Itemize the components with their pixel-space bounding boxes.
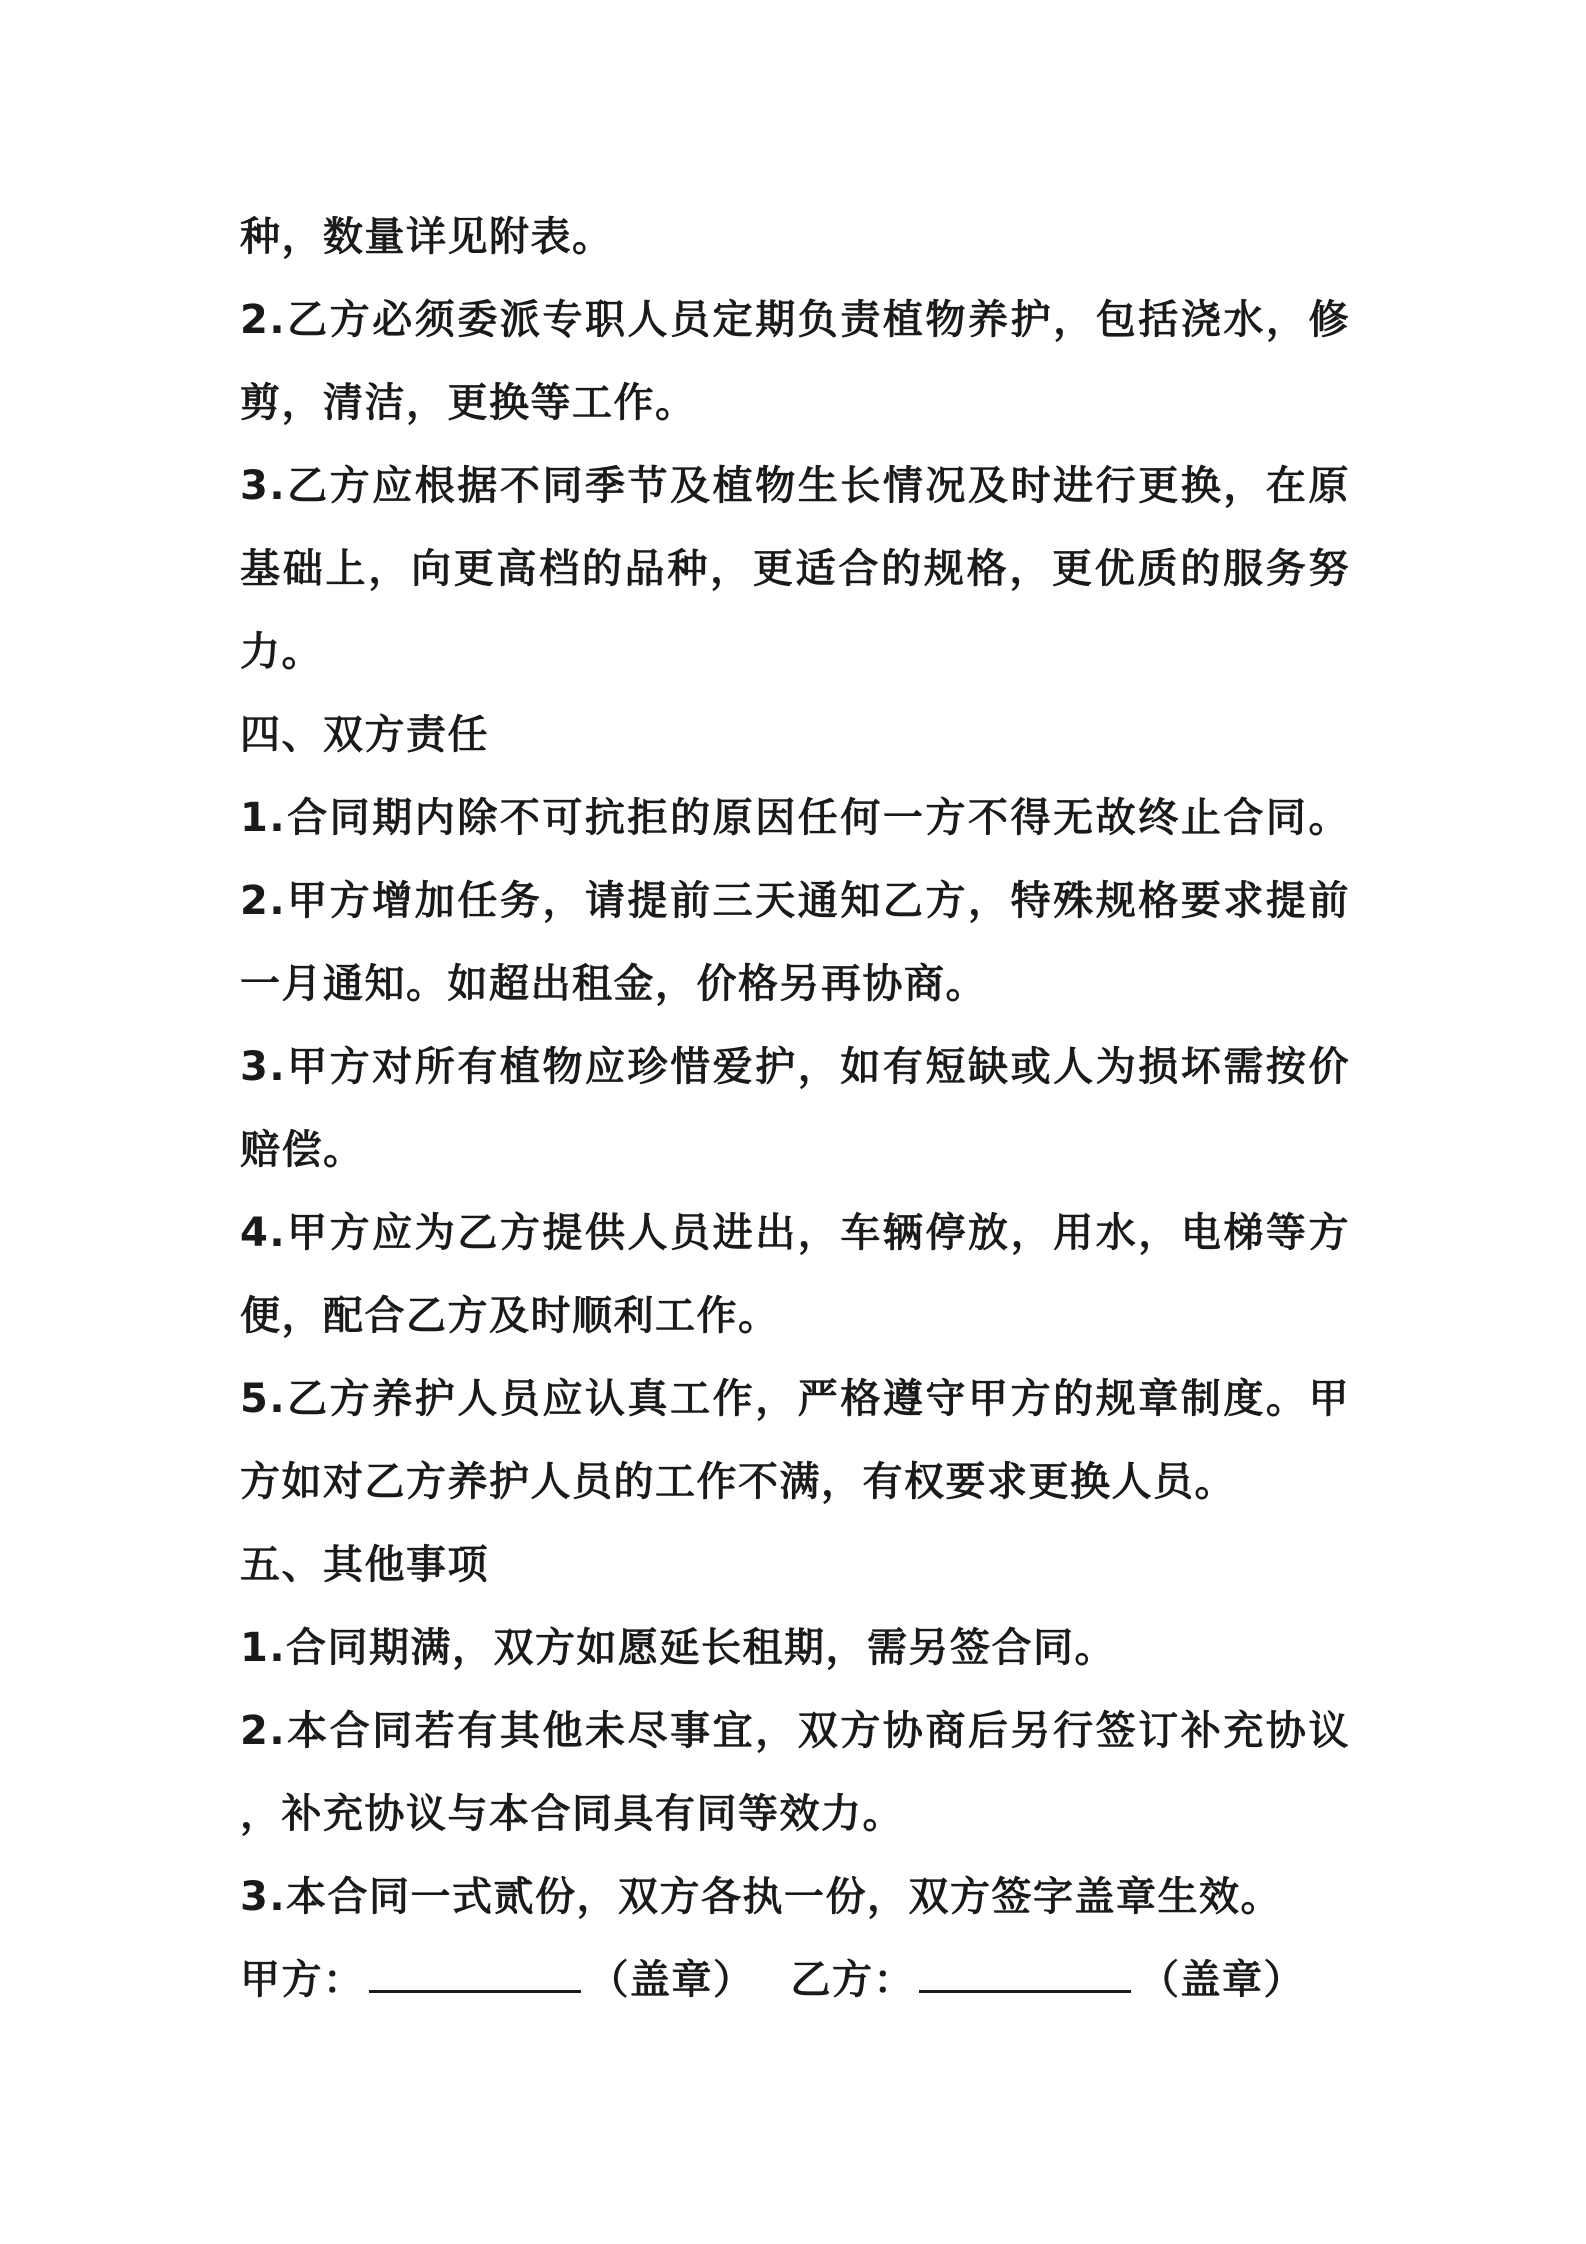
document-body — [240, 196, 1350, 2022]
text-line: 赔偿。 — [240, 1127, 365, 1173]
text-line: 5.乙方养护人员应认真工作，严格遵守甲方的规章制度。甲 — [240, 1376, 1350, 1422]
text-line: 1.合同期内除不可抗拒的原因任何一方不得无故终止合同。 — [240, 795, 1350, 841]
text-line: 3.本合同一式贰份，双方各执一份，双方签字盖章生效。 — [240, 1874, 1283, 1920]
text-line: 1.合同期满，双方如愿延长租期，需另签合同。 — [240, 1625, 1117, 1671]
text-line: 剪，清洁，更换等工作。 — [240, 380, 697, 426]
text-line: 五、其他事项 — [240, 1542, 489, 1588]
signature-row — [240, 1939, 1350, 2022]
text-line: 4.甲方应为乙方提供人员进出，车辆停放，用水，电梯等方 — [240, 1210, 1350, 1256]
text-line: 便，配合乙方及时顺利工作。 — [240, 1293, 780, 1339]
party-a-seal: （盖章） — [588, 1957, 755, 2003]
party-b-seal: （盖章） — [1139, 1957, 1305, 2003]
paragraph-lines — [240, 196, 1350, 1939]
party-a-label: 甲方： — [240, 1957, 365, 2003]
text-line: 方如对乙方养护人员的工作不满，有权要求更换人员。 — [240, 1459, 1236, 1505]
text-line: ，补充协议与本合同具有同等效力。 — [240, 1791, 904, 1837]
text-line: 3.甲方对所有植物应珍惜爱护，如有短缺或人为损坏需按价 — [240, 1044, 1350, 1090]
text-line: 2.本合同若有其他未尽事宜，双方协商后另行签订补充协议 — [240, 1708, 1350, 1754]
text-line: 一月通知。如超出租金，价格另再协商。 — [240, 961, 987, 1007]
text-line: 2.乙方必须委派专职人员定期负责植物养护，包括浇水，修 — [240, 297, 1350, 343]
party-a-signature-blank — [369, 1946, 581, 1993]
party-b-label: 乙方： — [790, 1957, 915, 2003]
party-b-signature-blank — [919, 1946, 1131, 1993]
text-line: 3.乙方应根据不同季节及植物生长情况及时进行更换，在原 — [240, 463, 1350, 509]
text-line: 力。 — [240, 629, 323, 675]
text-line: 种，数量详见附表。 — [240, 214, 614, 260]
text-line: 基础上，向更高档的品种，更适合的规格，更优质的服务努 — [240, 546, 1350, 592]
text-line: 2.甲方增加任务，请提前三天通知乙方，特殊规格要求提前 — [240, 878, 1350, 924]
text-line: 四、双方责任 — [240, 712, 489, 758]
